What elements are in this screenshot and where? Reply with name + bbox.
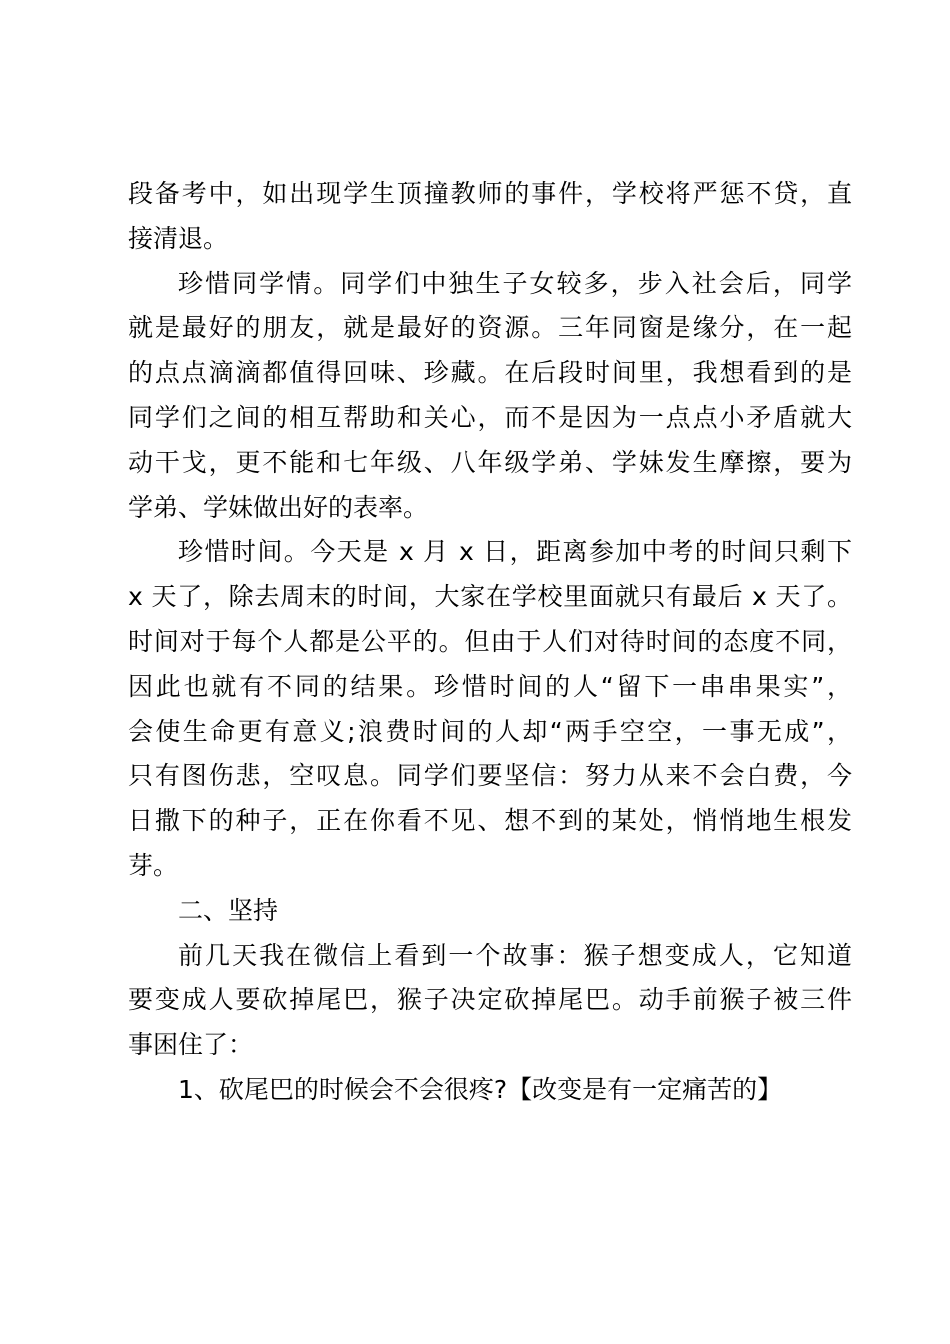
text-line: 珍惜时间。今天是 x 月 x 日，距离参加中考的时间只剩下 — [178, 537, 852, 567]
text-line: 前几天我在微信上看到一个故事：猴子想变成人，它知道 — [178, 940, 852, 970]
text-line: 二、坚持 — [178, 895, 279, 925]
text-line: 日撒下的种子，正在你看不见、想不到的某处，悄悄地生根发 — [128, 806, 852, 836]
text-line: 因此也就有不同的结果。珍惜时间的人“留下一串串果实”， — [128, 671, 852, 701]
text-line: 只有图伤悲，空叹息。同学们要坚信：努力从来不会白费，今 — [128, 761, 852, 791]
text-line: 就是最好的朋友，就是最好的资源。三年同窗是缘分，在一起 — [128, 313, 852, 343]
text-line: 会使生命更有意义;浪费时间的人却“两手空空，一事无成”， — [128, 716, 852, 746]
text-line: 动干戈，更不能和七年级、八年级学弟、学妹发生摩擦，要为 — [128, 447, 852, 477]
text-line: 段备考中，如出现学生顶撞教师的事件，学校将严惩不贷，直 — [128, 179, 852, 208]
text-line: 的点点滴滴都值得回味、珍藏。在后段时间里，我想看到的是 — [128, 358, 852, 388]
text-line: 接清退。 — [128, 223, 229, 253]
document-body — [128, 172, 852, 1113]
text-line: x 天了，除去周末的时间，大家在学校里面就只有最后 x 天了。 — [128, 582, 852, 612]
text-line: 时间对于每个人都是公平的。但由于人们对待时间的态度不同， — [128, 626, 852, 656]
text-line: 事困住了： — [128, 1030, 254, 1060]
text-line: 要变成人要砍掉尾巴，猴子决定砍掉尾巴。动手前猴子被三件 — [128, 985, 852, 1015]
text-line: 芽。 — [128, 850, 179, 880]
text-line: 珍惜同学情。同学们中独生子女较多，步入社会后，同学 — [178, 268, 852, 298]
text-line: 学弟、学妹做出好的表率。 — [128, 492, 429, 522]
text-line: 1、砍尾巴的时候会不会很疼?【改变是有一定痛苦的】 — [178, 1074, 783, 1104]
text-line: 同学们之间的相互帮助和关心，而不是因为一点点小矛盾就大 — [128, 402, 852, 432]
